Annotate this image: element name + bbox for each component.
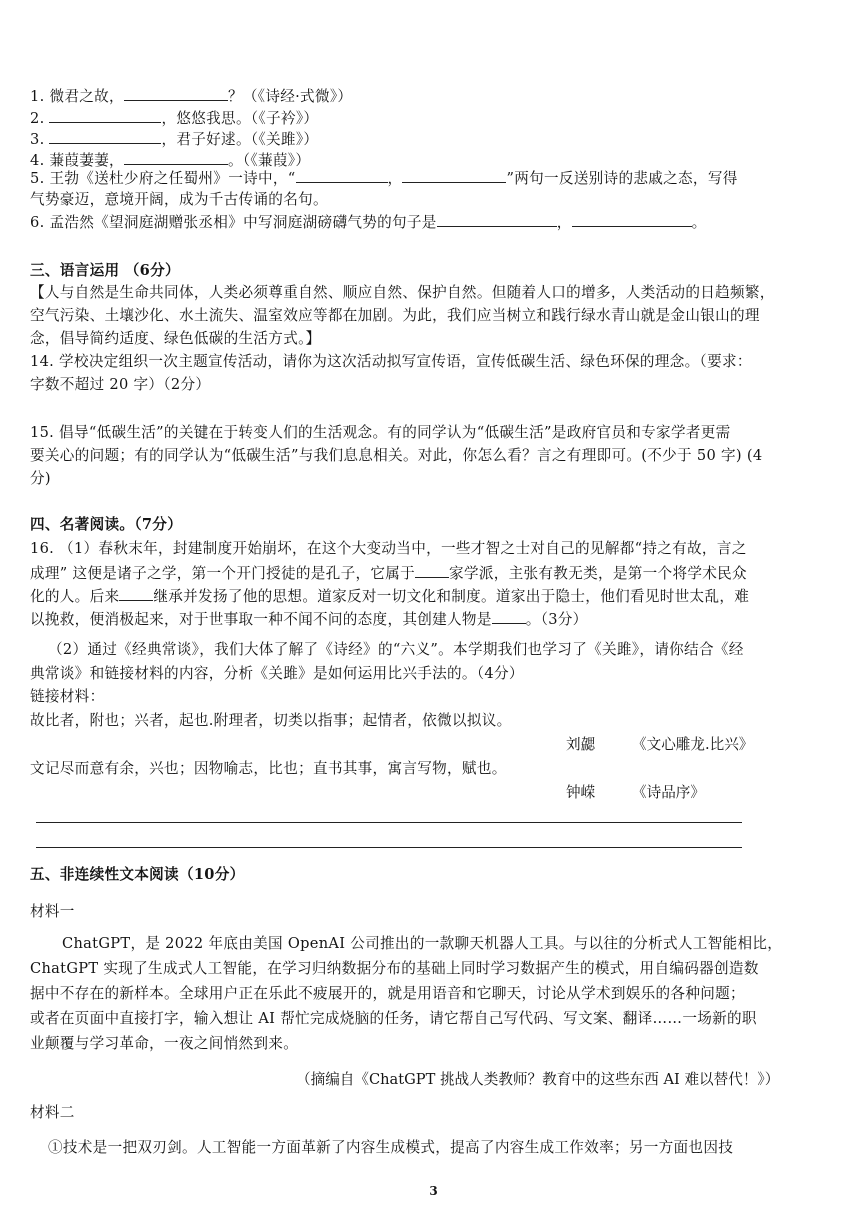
answer-blank[interactable] (124, 150, 228, 165)
answer-blank[interactable] (402, 168, 506, 183)
q16-text: 继承并发扬了他的思想。道家反对一切文化和制度。道家出于隐士，他们看见时世太乱，难 (153, 588, 750, 605)
q5-comma: ， (387, 170, 403, 187)
answer-blank[interactable] (437, 212, 557, 227)
q16-text: 家学派，主张有教无类，是第一个将学术民众 (449, 565, 747, 582)
question-15-line2: 要关心的问题；有的同学认为“低碳生活”与我们息息相关。对此，你怎么看？言之有理即可。(不少于 50 字) (4 (30, 447, 763, 464)
question-5-line2: 气势豪迈，意境开阔，成为千古传诵的名句。 (30, 191, 328, 208)
section-3-heading: 三、语言运用 （6分） (30, 262, 180, 279)
q2-text: ，悠悠我思。（《子衿》） (161, 110, 319, 127)
question-16-2-line2: 典常谈》和链接材料的内容，分析《关雎》是如何运用比兴手法的。（4分） (30, 665, 524, 682)
question-16-1-line2 (30, 563, 845, 584)
question-14: 14. 学校决定组织一次主题宣传活动，请你为这次活动拟写宣传语，宣传低碳生活、绿色环保的理念。（要求： (30, 353, 752, 370)
question-14-line2: 字数不超过 20 字）（2分） (30, 376, 211, 393)
answer-line[interactable] (36, 847, 742, 848)
question-16-1-line4 (30, 609, 845, 630)
q3-text: ，君子好逑。（《关雎》） (161, 131, 319, 148)
material-1-line: ChatGPT，是 2022 年底由美国 OpenAI 公司推出的一款聊天机器人工具。与以往的分析式人工智能相比， (62, 935, 783, 952)
section-3-material-line: 念，倡导简约适度、绿色低碳的生活方式。】 (30, 330, 321, 347)
section-3-material-line: 【人与自然是生命共同体，人类必须尊重自然、顺应自然、保护自然。但随着人口的增多，人类活动的日趋频繁， (30, 284, 775, 301)
q2-number: 2. (30, 110, 45, 127)
page-number: 3 (429, 1184, 438, 1198)
quote-1-source: 《文心雕龙.比兴》 (632, 736, 754, 753)
question-6 (30, 212, 845, 233)
question-1 (30, 86, 845, 107)
question-3 (30, 129, 845, 150)
q5-tail: ”两句一反送别诗的悲戚之态，写得 (506, 170, 738, 187)
material-1-line: 业颠覆与学习革命，一夜之间悄然到来。 (30, 1035, 299, 1052)
question-16-1: 16. （1）春秋末年，封建制度开始崩坏，在这个大变动当中，一些才智之士对自己的见解都“持之有故，言之 (30, 540, 747, 557)
q4-text: 4. 蒹葭萋萋， (30, 152, 124, 169)
answer-blank[interactable] (124, 86, 228, 101)
answer-blank[interactable] (415, 563, 449, 578)
q1-source: ？（《诗经·式微》） (227, 88, 353, 105)
section-4-heading: 四、名著阅读。（7分） (30, 516, 183, 533)
answer-blank[interactable] (492, 609, 526, 624)
section-3-material-line: 空气污染、土壤沙化、水土流失、温室效应等都在加剧。为此，我们应当树立和践行绿水青山就是金山银山的理 (30, 307, 760, 324)
quote-1: 故比者，附也；兴者，起也.附理者，切类以指事；起情者，依微以拟议。 (30, 712, 512, 729)
question-15: 15. 倡导“低碳生活”的关键在于转变人们的生活观念。有的同学认为“低碳生活”是政府官员和专家学者更需 (30, 424, 731, 441)
material-1-line: ChatGPT 实现了生成式人工智能，在学习归纳数据分布的基础上同时学习数据产生的模式，用自编码器创造数 (30, 960, 759, 977)
q16-text: 以挽救，便消极起来，对于世事取一种不闻不问的态度，其创建人物是 (30, 611, 492, 628)
quote-2-author: 钟嵘 (566, 784, 596, 801)
answer-blank[interactable] (119, 586, 153, 601)
quote-2-source: 《诗品序》 (632, 784, 705, 801)
answer-blank[interactable] (49, 108, 161, 123)
q6-period: 。 (691, 214, 707, 231)
question-16-1-line3 (30, 586, 845, 607)
question-15-line3: 分) (30, 470, 51, 487)
quote-1-author: 刘勰 (566, 736, 596, 753)
q6-text: 6. 孟浩然《望洞庭湖赠张丞相》中写洞庭湖磅礴气势的句子是 (30, 214, 437, 231)
q6-comma: ， (556, 214, 572, 231)
quote-2: 文记尽而意有余，兴也；因物喻志，比也；直书其事，寓言写物，赋也。 (30, 760, 507, 777)
material-2-line: ①技术是一把双刃剑。人工智能一方面革新了内容生成模式，提高了内容生成工作效率；另一方面也因技 (48, 1139, 734, 1156)
question-16-2: （2）通过《经典常谈》，我们大体了解了《诗经》的“六义”。本学期我们也学习了《关雎》，请你结合《经 (48, 641, 744, 658)
answer-line[interactable] (36, 822, 742, 823)
answer-blank[interactable] (296, 168, 388, 183)
q3-number: 3. (30, 131, 45, 148)
q1-text: 1. 微君之故， (30, 88, 124, 105)
material-1-line: 或者在页面中直接打字，输入想让 AI 帮忙完成烧脑的任务，请它帮自己写代码、写文案、翻译……一场新的职 (30, 1010, 757, 1027)
material-1-source: （摘编自《ChatGPT 挑战人类教师？教育中的这些东西 AI 难以替代！》） (296, 1071, 780, 1088)
material-1-line: 据中不存在的新样本。全球用户正在乐此不疲展开的，就是用语音和它聊天，讨论从学术到娱乐的各种问题； (30, 985, 745, 1002)
answer-blank[interactable] (49, 129, 161, 144)
material-2-label: 材料二 (30, 1104, 75, 1121)
q5-text: 5. 王勃《送杜少府之任蜀州》一诗中，“ (30, 170, 296, 187)
section-5-heading: 五、非连续性文本阅读（10分） (30, 866, 245, 883)
q16-text: 化的人。后来 (30, 588, 120, 605)
q16-text: 成理” 这便是诸子之学，第一个开门授徒的是孔子，它属于 (30, 565, 416, 582)
answer-blank[interactable] (572, 212, 692, 227)
material-1-label: 材料一 (30, 903, 75, 920)
q16-text: 。（3分） (525, 611, 588, 628)
link-material-label: 链接材料： (30, 688, 105, 705)
q4-source: 。（《蒹葭》） (227, 152, 311, 169)
question-5 (30, 168, 845, 189)
question-2 (30, 108, 845, 129)
